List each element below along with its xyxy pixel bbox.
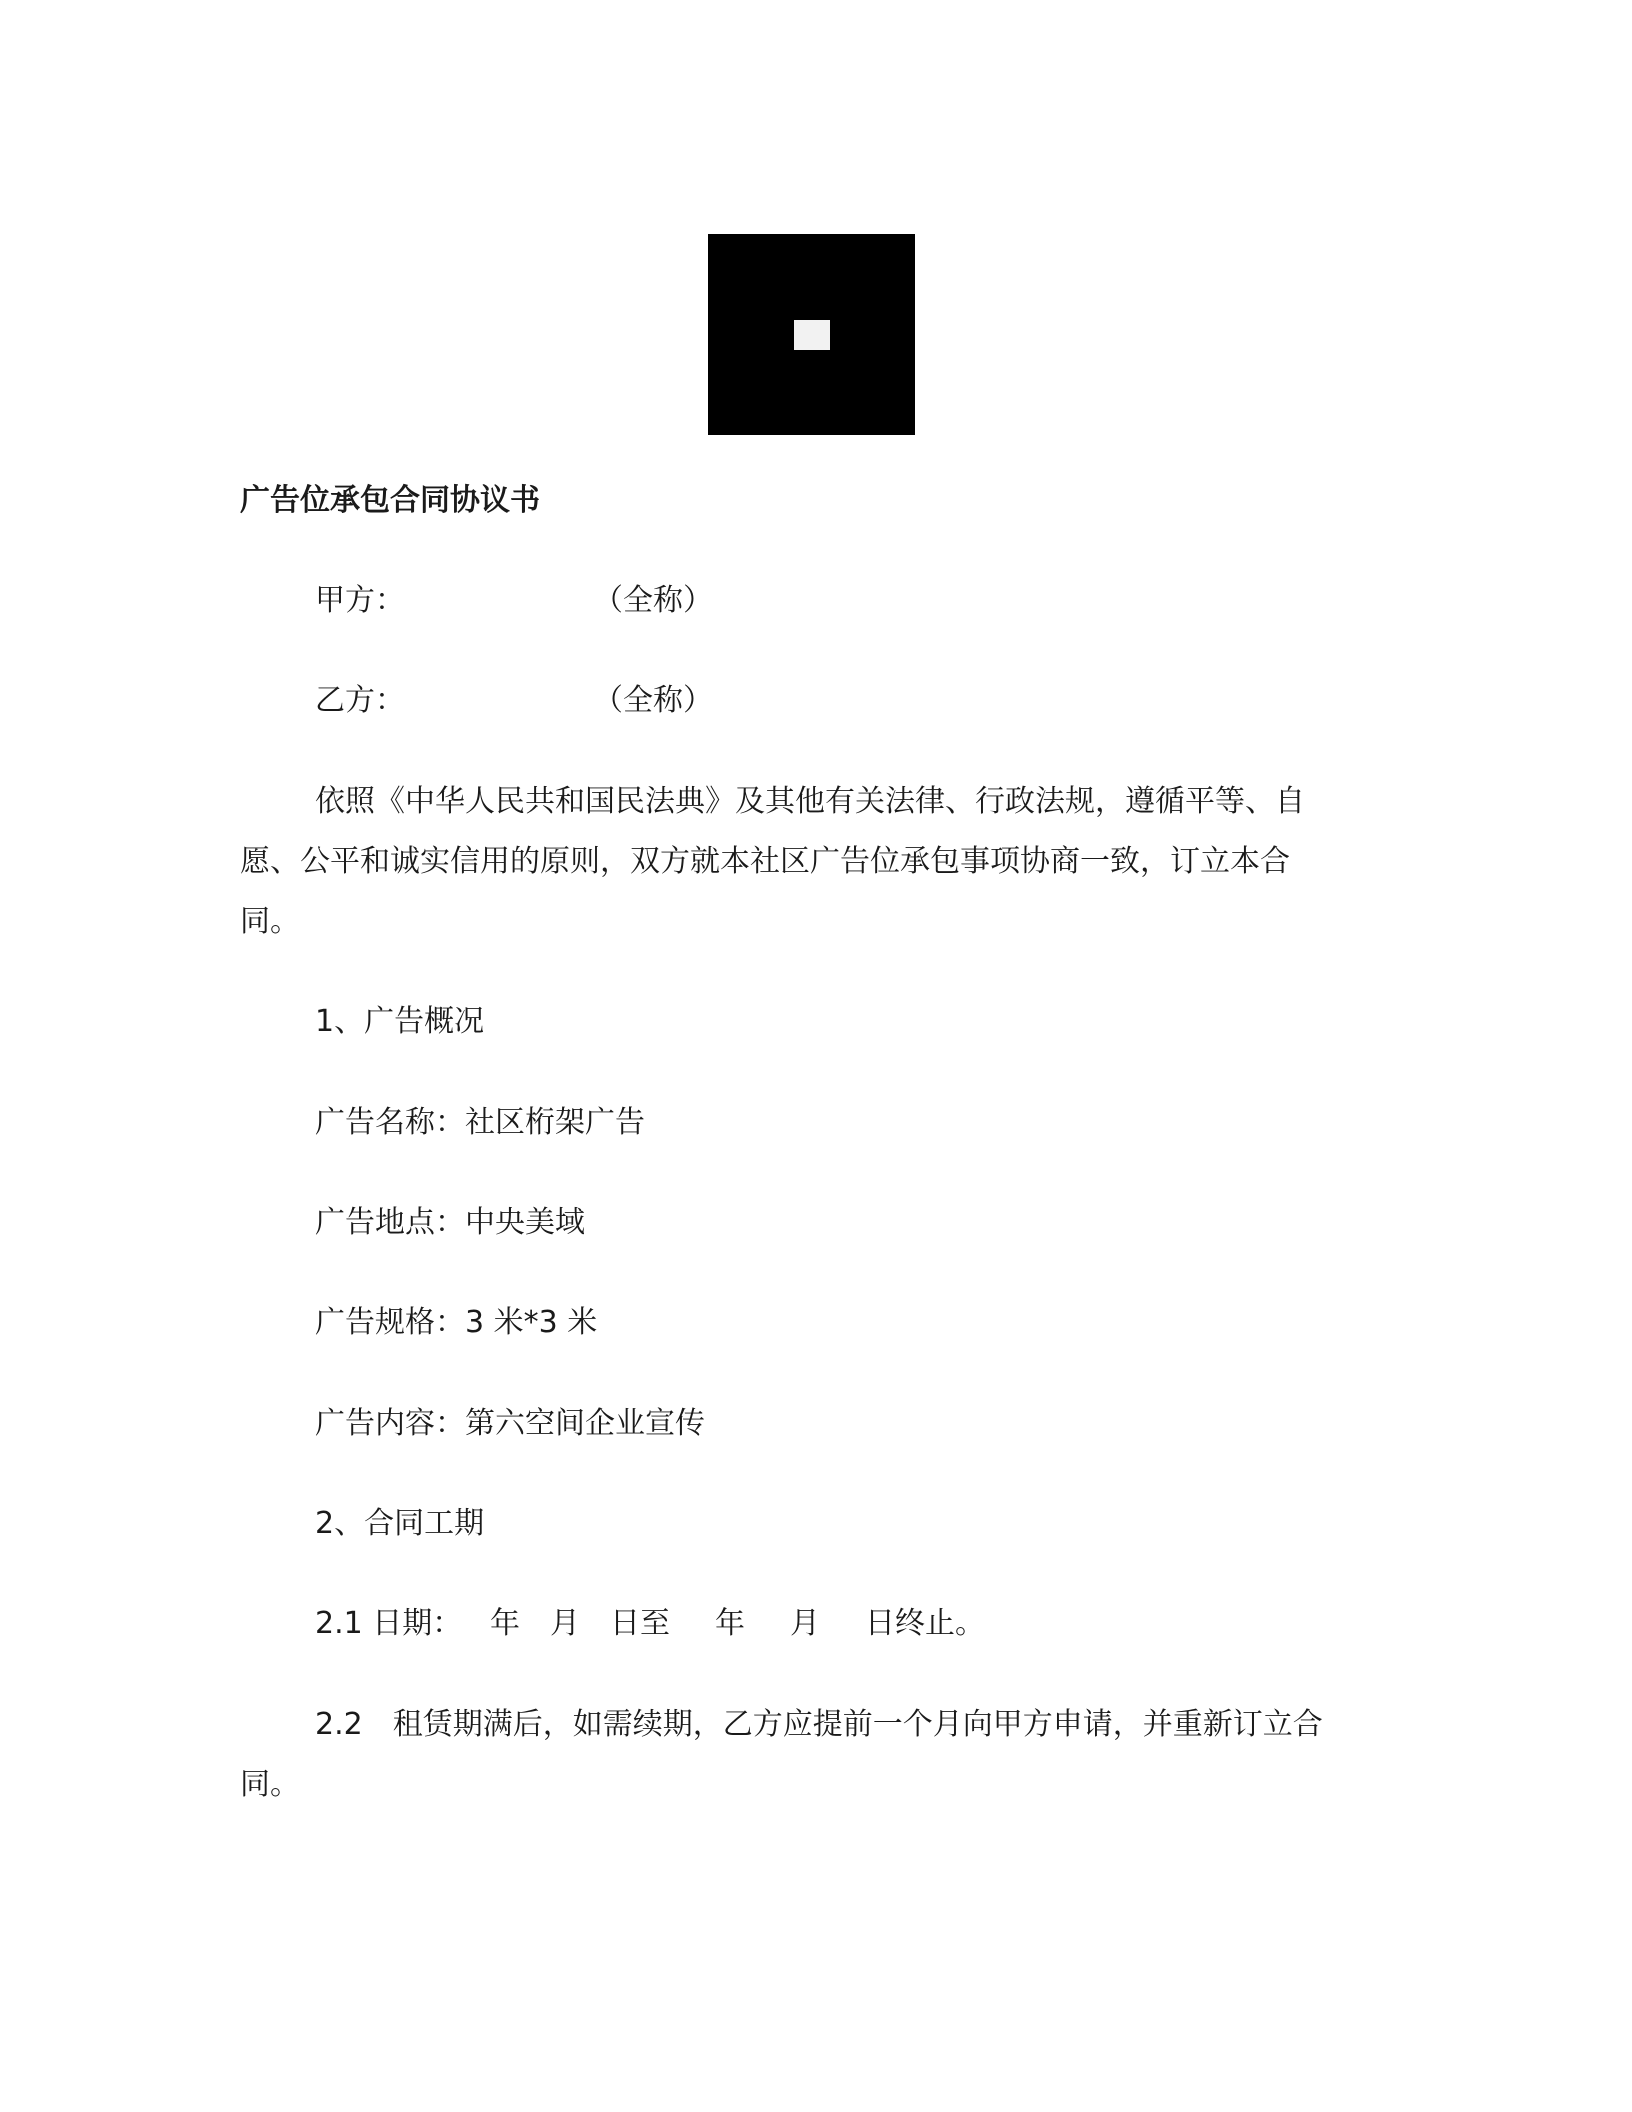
date-label: 2.1 日期： [315,1606,463,1641]
intro-line-2: 愿、公平和诚实信用的原则，双方就本社区广告位承包事项协商一致，订立本合 [240,844,1290,879]
section-1-heading: 1、广告概况 [315,1004,485,1039]
ad-size: 广告规格：3 米*3 米 [315,1305,598,1340]
start-day-to: 日至 [610,1606,670,1641]
end-month: 月 [790,1606,820,1641]
logo-mark [794,320,830,350]
section-2-heading: 2、合同工期 [315,1506,485,1541]
party-a-line [315,581,713,621]
document-title: 广告位承包合同协议书 [240,483,540,518]
end-day: 日终止。 [865,1606,985,1641]
intro-line-3: 同。 [240,904,300,939]
logo [708,234,915,435]
intro-line-1: 依照《中华人民共和国民法典》及其他有关法律、行政法规，遵循平等、自 [315,784,1305,819]
party-a-label: 甲方： [315,583,405,618]
ad-location: 广告地点：中央美域 [315,1205,585,1240]
start-year: 年 [490,1606,520,1641]
party-b-line [315,681,713,721]
ad-name: 广告名称：社区桁架广告 [315,1105,645,1140]
renewal-line-2: 同。 [240,1767,300,1802]
contract-date-line [315,1604,985,1644]
renewal-line-1: 2.2 租赁期满后，如需续期，乙方应提前一个月向甲方申请，并重新订立合 [315,1707,1323,1742]
party-a-value: （全称） [593,583,713,618]
party-b-label: 乙方： [315,683,405,718]
end-year: 年 [715,1606,745,1641]
ad-content: 广告内容：第六空间企业宣传 [315,1406,705,1441]
start-month: 月 [550,1606,580,1641]
party-b-value: （全称） [593,683,713,718]
